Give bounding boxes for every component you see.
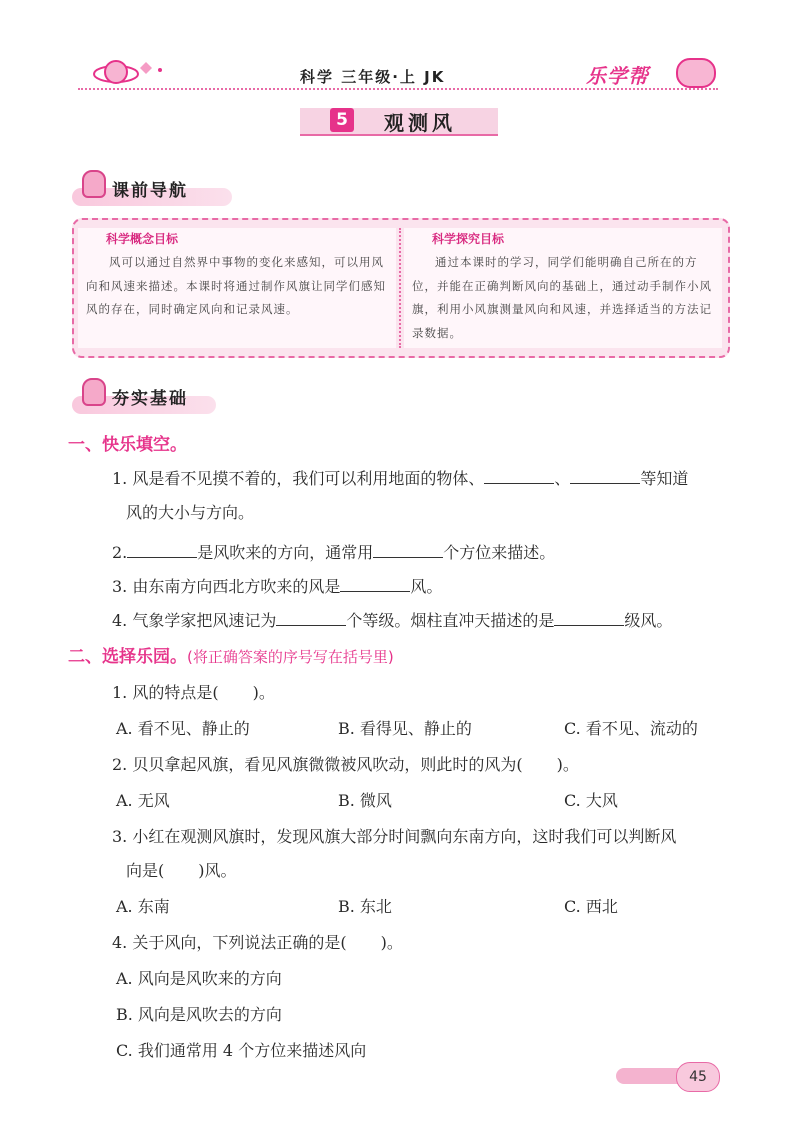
fill-q3-text-a: 3. 由东南方向西北方吹来的风是	[112, 577, 341, 596]
concept-goal	[78, 228, 396, 348]
choice-heading	[68, 642, 394, 667]
choice-q4-option-a[interactable]: A. 风向是风吹来的方向	[116, 969, 282, 988]
fill-q2-text-a: 2.	[112, 543, 128, 562]
header-divider	[78, 88, 718, 90]
fill-q1-line1	[112, 466, 688, 489]
fill-q4-text-c: 级风。	[624, 611, 673, 630]
fill-q1-text-c: 等知道	[640, 469, 689, 488]
fill-q1-line2: 风的大小与方向。	[126, 503, 255, 522]
choice-q2-option-a[interactable]: A. 无风	[116, 791, 170, 810]
choice-heading-text: 二、选择乐园。	[68, 647, 187, 667]
fill-q3	[112, 574, 442, 597]
choice-q2-option-b[interactable]: B. 微风	[338, 791, 392, 810]
fill-q1-blank-1[interactable]	[484, 469, 554, 484]
choice-q4-option-c[interactable]: C. 我们通常用 4 个方位来描述风向	[116, 1041, 367, 1060]
inquiry-goal	[404, 228, 722, 348]
choice-q1-stem	[112, 680, 275, 703]
choice-q3-stem-line1: 3. 小红在观测风旗时，发现风旗大部分时间飘向东南方向，这时我们可以判断风	[112, 827, 677, 846]
concept-goal-text: 风可以通过自然界中事物的变化来感知，可以用风向和风速来描述。本课时将通过制作风旗让同学们感知风的存在，同时确定风向和记录风速。	[86, 255, 386, 316]
choice-q4-stem-b: )。	[380, 933, 403, 952]
fill-q4-blank-2[interactable]	[554, 611, 624, 626]
fill-q1-text-a: 1. 风是看不见摸不着的，我们可以利用地面的物体、	[112, 469, 485, 488]
choice-q3-option-a[interactable]: A. 东南	[116, 897, 170, 916]
course-header: 科学 三年级·上 JK	[300, 68, 446, 86]
choice-q4-option-b[interactable]: B. 风向是风吹去的方向	[116, 1005, 282, 1024]
fill-q3-blank[interactable]	[340, 577, 410, 592]
fill-q4-blank-1[interactable]	[276, 611, 346, 626]
choice-q3-stem-b: )风。	[198, 861, 237, 880]
bunny-mascot-icon	[82, 170, 106, 198]
choice-q2-option-c[interactable]: C. 大风	[564, 791, 618, 810]
concept-goal-heading: 科学概念目标	[106, 232, 179, 246]
choice-q3-stem-a: 向是(	[126, 861, 165, 880]
fill-q4-text-a: 4. 气象学家把风速记为	[112, 611, 277, 630]
choice-q4-stem-a: 4. 关于风向，下列说法正确的是(	[112, 933, 347, 952]
choice-q1-stem-b: )。	[252, 683, 275, 702]
fill-q1-blank-2[interactable]	[570, 469, 640, 484]
fill-q2-text-b: 是风吹来的方向，通常用	[197, 543, 374, 562]
choice-q2-stem-a: 2. 贝贝拿起风旗，看见风旗微微被风吹动，则此时的风为(	[112, 755, 523, 774]
choice-q1-option-a[interactable]: A. 看不见、静止的	[116, 719, 250, 738]
choice-q3-option-b[interactable]: B. 东北	[338, 897, 392, 916]
lesson-number: 5	[330, 108, 354, 132]
inquiry-goal-heading: 科学探究目标	[432, 232, 505, 246]
fill-q1-text-b: 、	[554, 469, 571, 488]
goals-divider	[399, 228, 401, 348]
choice-heading-note: (将正确答案的序号写在括号里)	[187, 648, 394, 666]
choice-q1-option-b[interactable]: B. 看得见、静止的	[338, 719, 472, 738]
brand-mascot-icon	[676, 58, 716, 88]
fill-q2-text-c: 个方位来描述。	[443, 543, 556, 562]
fill-q3-text-b: 风。	[410, 577, 443, 596]
choice-q1-option-c[interactable]: C. 看不见、流动的	[564, 719, 698, 738]
page-number: 45	[676, 1062, 720, 1092]
choice-q1-stem-a: 1. 风的特点是(	[112, 683, 219, 702]
basics-section-title: 夯实基础	[112, 389, 188, 409]
fill-q4	[112, 608, 672, 631]
fill-q2-blank-1[interactable]	[127, 543, 197, 558]
fill-heading: 一、快乐填空。	[68, 435, 187, 455]
choice-q4-stem	[112, 930, 403, 953]
brand-logo: 乐学帮	[586, 64, 649, 88]
choice-q2-stem-b: )。	[556, 755, 579, 774]
choice-q3-option-c[interactable]: C. 西北	[564, 897, 618, 916]
fill-q2-blank-2[interactable]	[373, 543, 443, 558]
fill-q4-text-b: 个等级。烟柱直冲天描述的是	[346, 611, 555, 630]
preview-section-title: 课前导航	[112, 181, 188, 201]
inquiry-goal-text: 通过本课时的学习，同学们能明确自己所在的方位，并能在正确判断风向的基础上，通过动手制作小风旗，利用小风旗测量风向和风速，并选择适当的方法记录数据。	[412, 255, 712, 340]
lesson-title: 观测风	[384, 111, 456, 135]
planet-decoration	[88, 52, 168, 92]
choice-q3-stem-line2	[126, 858, 237, 881]
fill-q2	[112, 540, 555, 563]
choice-q2-stem	[112, 752, 579, 775]
owl-mascot-icon	[82, 378, 106, 406]
